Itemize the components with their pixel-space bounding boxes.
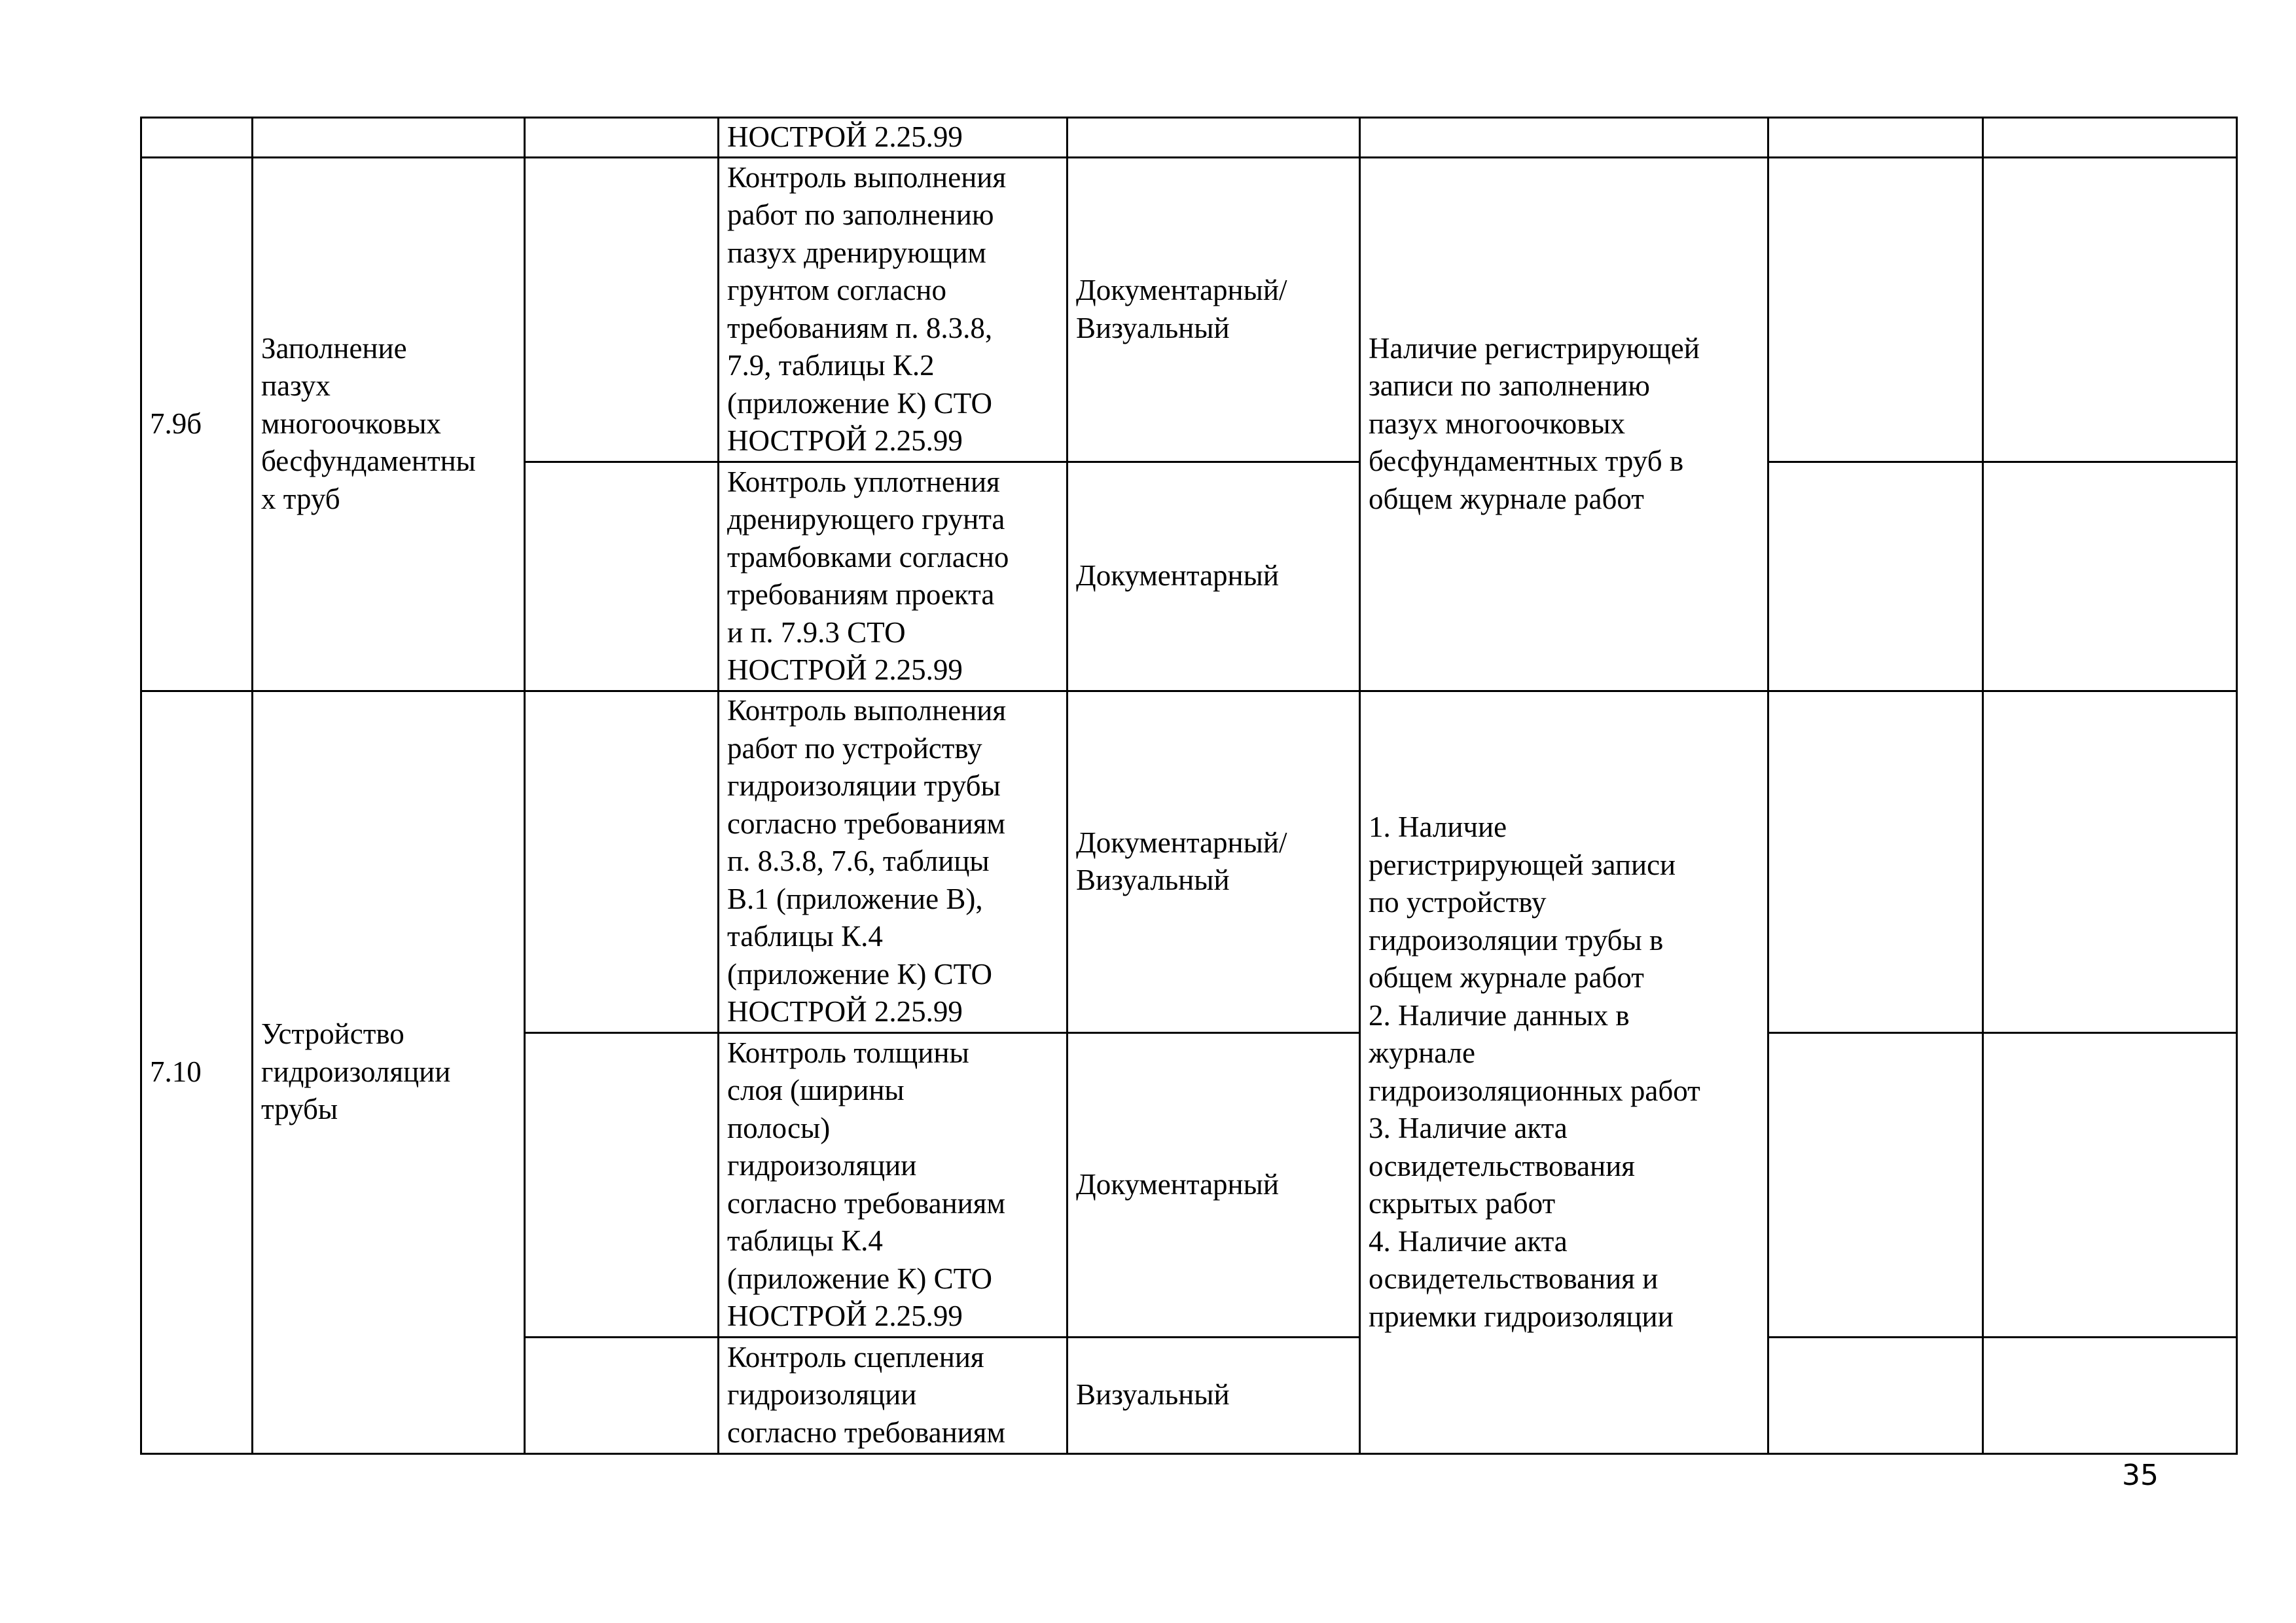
inspection-table (140, 117, 2238, 1455)
cell-control-description (719, 691, 1067, 1032)
cell-text: 7.10 (150, 1055, 202, 1088)
cell-control-method (1067, 1337, 1360, 1453)
cell-text: Контроль выполнения работ по заполнению пазух дренирующим грунтом согласно требованиям п. 8.3.8, 7.9, таблицы К.2 (приложение К) СТО НОСТРОЙ 2.25.99 (727, 160, 1007, 457)
cell-empty (253, 118, 525, 158)
cell-text: Визуальный (1076, 1378, 1230, 1412)
cell-control-description (719, 157, 1067, 462)
cell-empty (1768, 157, 1983, 462)
cell-text: Документарный (1076, 1167, 1279, 1201)
cell-work-name (253, 157, 525, 691)
cell-item-number (141, 157, 253, 691)
cell-empty (525, 118, 719, 158)
cell-result (1360, 691, 1768, 1453)
cell-empty (1983, 1032, 2237, 1337)
cell-control-description (719, 462, 1067, 691)
cell-item-number (141, 691, 253, 1453)
cell-control-method (1067, 157, 1360, 462)
cell-empty (1983, 1337, 2237, 1453)
cell-empty (1983, 118, 2237, 158)
cell-empty (141, 118, 253, 158)
cell-text: Документарный (1076, 559, 1279, 593)
table-row (141, 157, 2237, 462)
cell-empty (525, 1032, 719, 1337)
cell-text: Заполнение пазух многоочковых бесфундаментны х труб (261, 331, 476, 515)
cell-empty (525, 1337, 719, 1453)
table-row (141, 691, 2237, 1032)
cell-empty (1983, 157, 2237, 462)
cell-text: НОСТРОЙ 2.25.99 (727, 120, 963, 153)
cell-empty (1768, 1337, 1983, 1453)
cell-work-name (253, 691, 525, 1453)
cell-empty (1768, 1032, 1983, 1337)
cell-control-method (1067, 691, 1360, 1032)
cell-control-method (1067, 462, 1360, 691)
cell-empty (525, 157, 719, 462)
cell-empty (1768, 462, 1983, 691)
cell-result (1360, 157, 1768, 691)
cell-text: 1. Наличие регистрирующей записи по устройству гидроизоляции трубы в общем журнале работ 2. Наличие данных в журнале гидроизоляционных работ 3. Наличие акта освидетельствования скрытых работ 4. Наличие акта освидетельствования и приемки гидроизоляции (1369, 811, 1700, 1333)
cell-control-continuation (719, 118, 1067, 158)
cell-control-description (719, 1032, 1067, 1337)
cell-text: Документарный/ Визуальный (1076, 826, 1287, 896)
cell-text: Контроль толщины слоя (ширины полосы) гидроизоляции согласно требованиям таблицы К.4 (приложение К) СТО НОСТРОЙ 2.25.99 (727, 1036, 1005, 1332)
cell-empty (1983, 462, 2237, 691)
cell-empty (1067, 118, 1360, 158)
cell-control-method (1067, 1032, 1360, 1337)
cell-empty (1983, 691, 2237, 1032)
cell-control-description (719, 1337, 1067, 1453)
cell-empty (525, 691, 719, 1032)
cell-text: Документарный/ Визуальный (1076, 274, 1287, 344)
cell-text: Наличие регистрирующей записи по заполнению пазух многоочковых бесфундаментных труб в общем журнале работ (1369, 331, 1700, 515)
page-number: 35 (2122, 1459, 2159, 1492)
cell-empty (1360, 118, 1768, 158)
cell-empty (525, 462, 719, 691)
cell-text: 7.9б (150, 407, 202, 440)
table-row (141, 118, 2237, 158)
cell-text: Контроль уплотнения дренирующего грунта трамбовками согласно требованиям проекта и п. 7.9.3 СТО НОСТРОЙ 2.25.99 (727, 465, 1009, 686)
cell-empty (1768, 118, 1983, 158)
cell-text: Контроль выполнения работ по устройству гидроизоляции трубы согласно требованиям п. 8.3.8, 7.6, таблицы В.1 (приложение В), таблицы К.4 (приложение К) СТО НОСТРОЙ 2.25.99 (727, 694, 1007, 1029)
cell-text: Контроль сцепления гидроизоляции согласно требованиям (727, 1340, 1005, 1449)
cell-text: Устройство гидроизоляции трубы (261, 1017, 451, 1126)
cell-empty (1768, 691, 1983, 1032)
